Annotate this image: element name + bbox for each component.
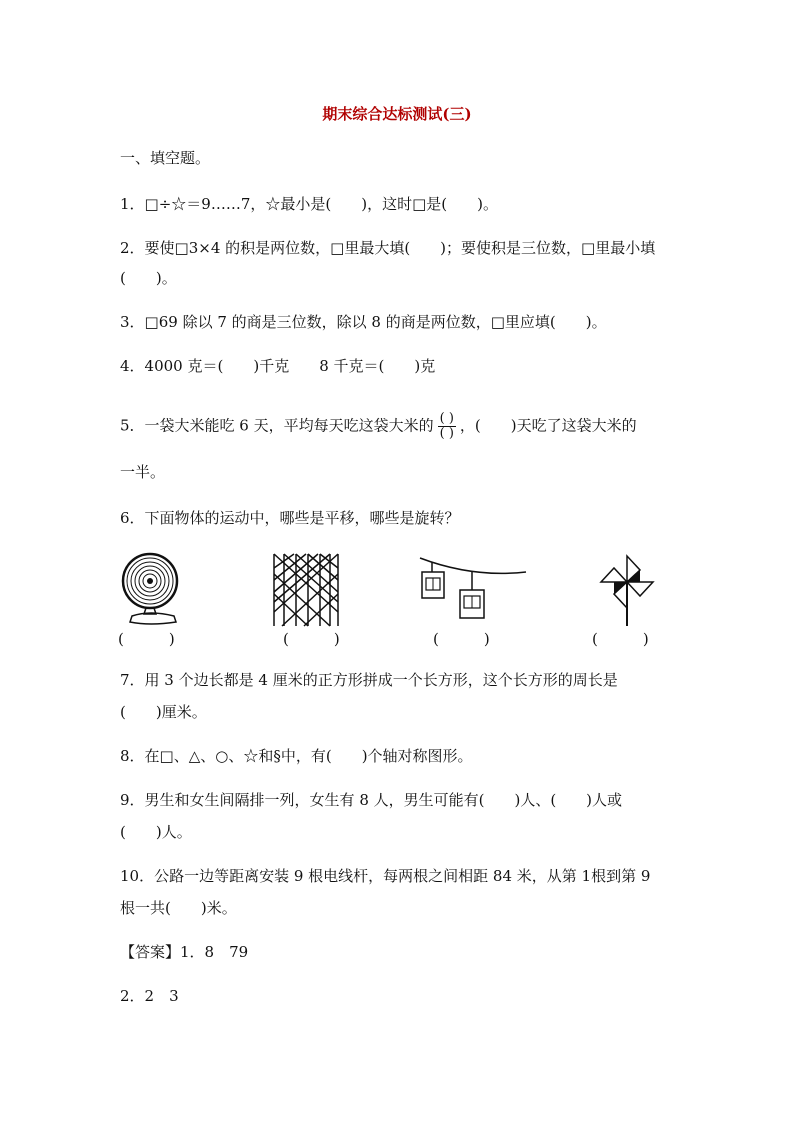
question-5-text-a: 5．一袋大米能吃 6 天，平均每天吃这袋大米的 (120, 416, 434, 435)
fraction-denominator: ( ) (439, 426, 454, 441)
question-6: 6．下面物体的运动中，哪些是平移，哪些是旋转？ (120, 509, 460, 527)
question-5-line-1 (120, 412, 637, 441)
blank-gate: ( ) (283, 630, 340, 648)
question-5-text-b: ，( )天吃了这袋大米的 (459, 416, 637, 435)
question-1: 1．□÷☆＝9……7，☆最小是( )，这时□是( )。 (120, 195, 498, 213)
page-title: 期末综合达标测试(三) (322, 105, 472, 123)
question-2-line-2: ( )。 (120, 269, 177, 287)
blank-cable-car: ( ) (433, 630, 490, 648)
question-8: 8．在□、△、○、☆和§中，有( )个轴对称图形。 (120, 747, 473, 765)
answer-line-1 (120, 942, 248, 962)
fraction (438, 412, 456, 441)
question-3: 3．□69 除以 7 的商是三位数，除以 8 的商是两位数，□里应填( )。 (120, 313, 607, 331)
question-10-line-2: 根一共( )米。 (120, 899, 237, 917)
question-7-line-1: 7．用 3 个边长都是 4 厘米的正方形拼成一个长方形，这个长方形的周长是 (120, 671, 618, 689)
blank-pinwheel: ( ) (592, 630, 649, 648)
answer-label: 【答案】 (120, 943, 181, 961)
question-5-line-2: 一半。 (120, 463, 166, 481)
question-7-line-2: ( )厘米。 (120, 703, 207, 721)
pinwheel-image (594, 552, 660, 627)
answer-1: 1．8 79 (180, 943, 249, 961)
question-9-line-1: 9．男生和女生间隔排一列，女生有 8 人，男生可能有( )人、( )人或 (120, 791, 623, 809)
question-4: 4．4000 克＝( )千克 8 千克＝( )克 (120, 357, 436, 375)
section-heading: 一、填空题。 (120, 149, 211, 167)
blank-fan: ( ) (118, 630, 175, 648)
folding-gate-image (270, 552, 342, 627)
answer-line-2: 2．2 3 (120, 987, 179, 1005)
question-10-line-1: 10．公路一边等距离安装 9 根电线杆，每两根之间相距 84 米，从第 1根到第 9 (120, 867, 651, 885)
question-9-line-2: ( )人。 (120, 823, 192, 841)
fraction-numerator: ( ) (439, 411, 454, 426)
cable-car-image (418, 552, 528, 627)
question-2-line-1: 2．要使□3×4 的积是两位数，□里最大填( )；要使积是三位数，□里最小填 (120, 239, 656, 257)
electric-fan-image (118, 552, 186, 627)
